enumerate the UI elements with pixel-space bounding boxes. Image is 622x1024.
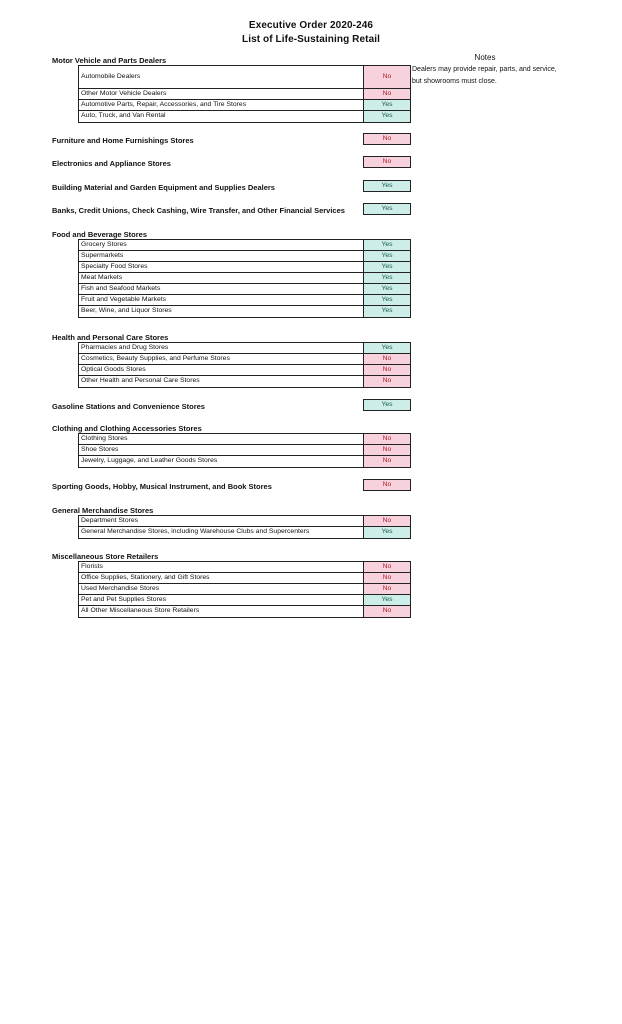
table-row	[79, 89, 410, 100]
status-cell: No	[363, 562, 410, 572]
row-label: Meat Markets	[81, 274, 123, 281]
table-clothing	[78, 433, 411, 468]
status-cell: Yes	[363, 343, 410, 353]
status-cell: No	[363, 66, 410, 88]
section-title-clothing: Clothing and Clothing Accessories Stores	[52, 424, 202, 433]
table-row	[79, 240, 410, 251]
table-general	[78, 515, 411, 539]
status-cell-gasoline: Yes	[363, 399, 411, 411]
row-label: Beer, Wine, and Liquor Stores	[81, 307, 172, 314]
row-label: Cosmetics, Beauty Supplies, and Perfume Stores	[81, 355, 230, 362]
table-row	[79, 376, 410, 387]
table-row	[79, 456, 410, 467]
status-cell: No	[363, 516, 410, 526]
status-cell-building: Yes	[363, 180, 411, 192]
status-cell-banks: Yes	[363, 203, 411, 215]
status-cell-electronics: No	[363, 156, 411, 168]
row-label: Other Health and Personal Care Stores	[81, 377, 200, 384]
table-row	[79, 584, 410, 595]
row-label: Jewelry, Luggage, and Leather Goods Stores	[81, 457, 218, 464]
status-cell: Yes	[363, 251, 410, 261]
row-label: Clothing Stores	[81, 435, 128, 442]
document-title: Executive Order 2020-246	[248, 20, 374, 31]
table-row	[79, 251, 410, 262]
table-row	[79, 562, 410, 573]
status-cell: Yes	[363, 284, 410, 294]
status-cell: Yes	[363, 111, 410, 122]
row-label: Automobile Dealers	[81, 73, 141, 80]
status-cell-sporting: No	[363, 479, 411, 491]
table-row	[79, 516, 410, 527]
document-subtitle: List of Life-Sustaining Retail	[241, 34, 380, 45]
table-misc	[78, 561, 411, 618]
status-cell: No	[363, 456, 410, 467]
section-title-food: Food and Beverage Stores	[52, 230, 148, 239]
row-label: Department Stores	[81, 517, 139, 524]
status-cell: No	[363, 89, 410, 99]
section-title-sporting: Sporting Goods, Hobby, Musical Instrument, and Book Stores	[52, 482, 272, 491]
status-cell: No	[363, 365, 410, 375]
status-cell: No	[363, 354, 410, 364]
table-row	[79, 343, 410, 354]
table-row	[79, 66, 410, 89]
row-label: All Other Miscellaneous Store Retailers	[81, 607, 200, 614]
table-food	[78, 239, 411, 318]
table-row	[79, 445, 410, 456]
status-cell: Yes	[363, 100, 410, 110]
row-label: Pharmacies and Drug Stores	[81, 344, 169, 351]
table-row	[79, 527, 410, 538]
section-title-gasoline: Gasoline Stations and Convenience Stores	[52, 402, 205, 411]
status-cell: No	[363, 376, 410, 387]
table-motor	[78, 65, 411, 123]
section-title-banks: Banks, Credit Unions, Check Cashing, Wire Transfer, and Other Financial Services	[52, 206, 345, 215]
row-label: Shoe Stores	[81, 446, 119, 453]
section-title-misc: Miscellaneous Store Retailers	[52, 552, 159, 561]
status-cell: Yes	[363, 595, 410, 605]
table-row	[79, 295, 410, 306]
row-label: Supermarkets	[81, 252, 124, 259]
table-row	[79, 306, 410, 317]
row-label: Used Merchandise Stores	[81, 585, 160, 592]
row-label: Grocery Stores	[81, 241, 127, 248]
table-row	[79, 284, 410, 295]
table-health	[78, 342, 411, 388]
status-cell: No	[363, 434, 410, 444]
status-cell: No	[363, 606, 410, 617]
row-label: Fruit and Vegetable Markets	[81, 296, 167, 303]
section-title-health: Health and Personal Care Stores	[52, 333, 169, 342]
section-title-motor: Motor Vehicle and Parts Dealers	[52, 56, 167, 65]
status-cell: No	[363, 445, 410, 455]
section-title-electronics: Electronics and Appliance Stores	[52, 159, 171, 168]
status-cell: Yes	[363, 273, 410, 283]
status-cell: Yes	[363, 306, 410, 317]
table-row	[79, 434, 410, 445]
table-row	[79, 354, 410, 365]
table-row	[79, 100, 410, 111]
row-label: Optical Goods Stores	[81, 366, 146, 373]
status-cell: No	[363, 584, 410, 594]
section-title-building: Building Material and Garden Equipment and Supplies Dealers	[52, 183, 275, 192]
section-title-general: General Merchandise Stores	[52, 506, 154, 515]
row-label: General Merchandise Stores, including Warehouse Clubs and Supercenters	[81, 528, 310, 535]
table-row	[79, 606, 410, 617]
notes-text: Dealers may provide repair, parts, and service, but showrooms must close.	[412, 66, 557, 85]
row-label: Office Supplies, Stationery, and Gift Stores	[81, 574, 210, 581]
status-cell: Yes	[363, 527, 410, 538]
status-cell-furniture: No	[363, 133, 411, 145]
status-cell: Yes	[363, 295, 410, 305]
table-row	[79, 573, 410, 584]
row-label: Auto, Truck, and Van Rental	[81, 112, 166, 119]
status-cell: Yes	[363, 240, 410, 250]
table-row	[79, 262, 410, 273]
status-cell: Yes	[363, 262, 410, 272]
row-label: Fish and Seafood Markets	[81, 285, 161, 292]
status-cell: No	[363, 573, 410, 583]
row-label: Specialty Food Stores	[81, 263, 148, 270]
table-row	[79, 595, 410, 606]
row-label: Automotive Parts, Repair, Accessories, and Tire Stores	[81, 101, 247, 108]
row-label: Pet and Pet Supplies Stores	[81, 596, 167, 603]
notes-heading: Notes	[474, 53, 496, 62]
row-label: Florists	[81, 563, 103, 570]
table-row	[79, 273, 410, 284]
table-row	[79, 111, 410, 122]
table-row	[79, 365, 410, 376]
row-label: Other Motor Vehicle Dealers	[81, 90, 167, 97]
section-title-furniture: Furniture and Home Furnishings Stores	[52, 136, 194, 145]
